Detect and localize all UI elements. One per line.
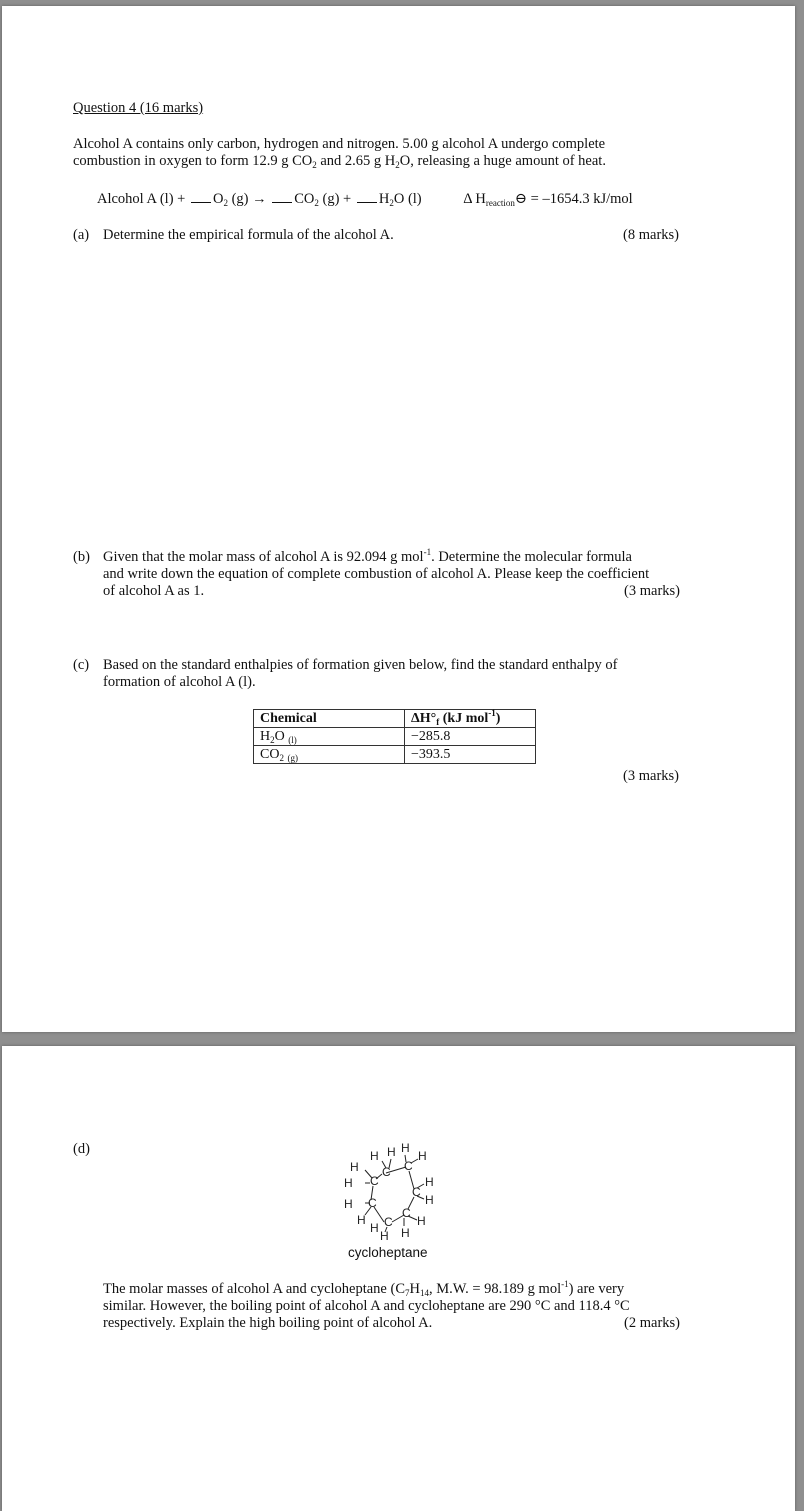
atom-c: C <box>412 1185 421 1199</box>
part-d-line-2: similar. However, the boiling point of alcohol A and cycloheptane are 290 °C and 118.4 °C <box>103 1298 630 1314</box>
atom-c: C <box>402 1206 411 1220</box>
atom-h: H <box>387 1145 396 1159</box>
part-d-line-3: respectively. Explain the high boiling point of alcohol A. (2 marks) <box>103 1315 680 1331</box>
cycloheptane-structure <box>332 1136 447 1246</box>
part-b-line-3: of alcohol A as 1. (3 marks) <box>103 583 680 599</box>
atom-c: C <box>384 1215 393 1229</box>
atom-h: H <box>380 1229 389 1243</box>
enthalpy-of-reaction: Δ $H_{reaction}⊖ = -1654.3$ kJ/mol <box>463 191 633 208</box>
part-b-marks: (3 marks) <box>624 583 680 599</box>
part-d-text <box>103 1281 680 1332</box>
part-a-text: Determine the empirical formula of the alcohol A. <box>103 227 394 243</box>
row-value-co2: −393.5 <box>405 746 536 764</box>
atom-h: H <box>417 1214 426 1228</box>
part-b-line-1: Given that the molar mass of alcohol A is 92.094 g mol$^{-1}$. Determine the molecular formula <box>103 547 632 565</box>
row-chemical-h2o: $H_2O$ $_{(l)}$ <box>254 728 405 746</box>
table-header-row <box>254 710 536 728</box>
header-chemical: Chemical <box>254 710 405 728</box>
part-c-label: (c) <box>73 657 90 673</box>
atom-h: H <box>401 1141 410 1155</box>
row-value-h2o: −285.8 <box>405 728 536 746</box>
atom-h: H <box>401 1226 410 1240</box>
part-d-marks: (2 marks) <box>624 1315 680 1331</box>
atom-c: C <box>368 1196 377 1210</box>
atom-c: C <box>404 1159 413 1173</box>
atom-labels <box>344 1141 434 1243</box>
part-b-line-2: and write down the equation of complete combustion of alcohol A. Please keep the coefficient <box>103 566 650 582</box>
part-b-label: (b) <box>73 549 90 565</box>
atom-h: H <box>425 1175 434 1189</box>
structure-caption: cycloheptane <box>348 1245 428 1260</box>
document-page-1 <box>2 6 795 1032</box>
part-a-marks: (8 marks) <box>623 227 679 243</box>
part-c-marks: (3 marks) <box>623 768 679 784</box>
part-a-label: (a) <box>73 227 90 243</box>
part-c-line-2: formation of alcohol A (l). <box>103 674 256 690</box>
atom-h: H <box>344 1176 353 1190</box>
atom-h: H <box>370 1149 379 1163</box>
question-intro <box>73 136 687 170</box>
document-page-2 <box>2 1046 795 1511</box>
part-d-label: (d) <box>73 1141 90 1157</box>
part-b-text <box>103 549 680 600</box>
part-d-line-1: The molar masses of alcohol A and cycloheptane ($C_7H_{14}$, M.W. = 98.189 g mol$^{-1}$) are very <box>103 1279 625 1298</box>
row-chemical-co2: $CO_2$ $_{(g)}$ <box>254 746 405 764</box>
enthalpy-table <box>253 709 536 764</box>
coefficient-blank-h2o[interactable] <box>357 190 377 203</box>
question-heading: Question 4 (16 marks) <box>73 100 204 116</box>
part-c-text <box>103 657 680 691</box>
coefficient-blank-co2[interactable] <box>272 190 292 203</box>
table-row <box>254 728 536 746</box>
part-c-line-1: Based on the standard enthalpies of formation given below, find the standard enthalpy of <box>103 657 618 673</box>
intro-line-1: Alcohol A contains only carbon, hydrogen and nitrogen. 5.00 g alcohol A undergo complete <box>73 136 606 152</box>
atom-h: H <box>370 1221 379 1235</box>
intro-line-2: combustion in oxygen to form 12.9 g $CO_2$ and 2.65 g $H_2O$, releasing a huge amount of heat. <box>73 153 606 170</box>
atom-h: H <box>357 1213 366 1227</box>
atom-c: C <box>370 1174 379 1188</box>
combustion-equation: Alcohol A $(l) + O_2$ $(g) \to CO_2$ $(g) + H_2O$ (l) Δ $H_{reaction}⊖ = -1654.3$ kJ/mol <box>97 191 633 208</box>
atom-c: C <box>382 1165 391 1179</box>
atom-h: H <box>418 1149 427 1163</box>
coefficient-blank-o2[interactable] <box>191 190 211 203</box>
table-row <box>254 746 536 764</box>
atom-h: H <box>425 1193 434 1207</box>
atom-h: H <box>344 1197 353 1211</box>
atom-h: H <box>350 1160 359 1174</box>
header-enthalpy: $\Delta H^\circ_f$ (kJ mol$^{-1}$) <box>405 710 536 728</box>
